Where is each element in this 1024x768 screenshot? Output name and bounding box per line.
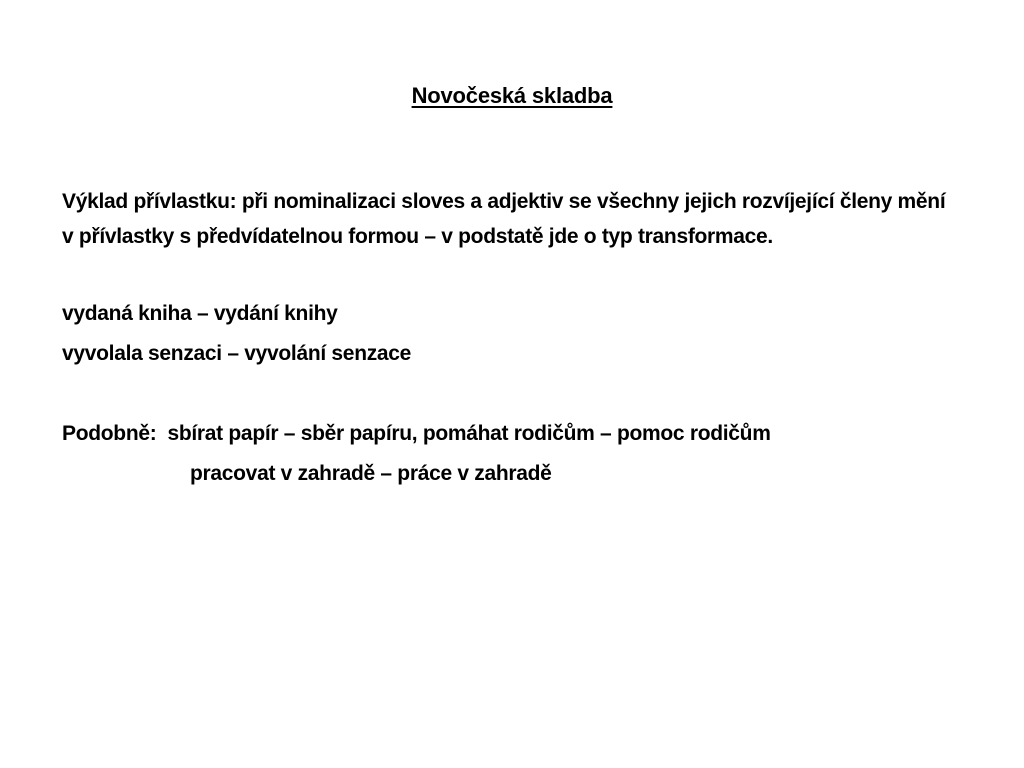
similar-line-1: Podobně: sbírat papír – sběr papíru, pomáhat rodičům – pomoc rodičům	[62, 422, 771, 445]
spacer	[62, 374, 962, 414]
example-line-2: vyvolala senzaci – vyvolání senzace	[62, 342, 412, 365]
example-line-1: vydaná kniha – vydání knihy	[62, 302, 338, 325]
slide-title: Novočeská skladba	[411, 83, 613, 108]
intro-paragraph: Výklad přívlastku: při nominalizaci sloves a adjektiv se všechny jejich rozvíjející členy mění v přívlastky s předvídatelnou formou – v podstatě jde o typ transformace.	[62, 190, 946, 248]
similar-line-2: pracovat v zahradě – práce v zahradě	[190, 462, 552, 485]
slide-content	[62, 184, 962, 494]
